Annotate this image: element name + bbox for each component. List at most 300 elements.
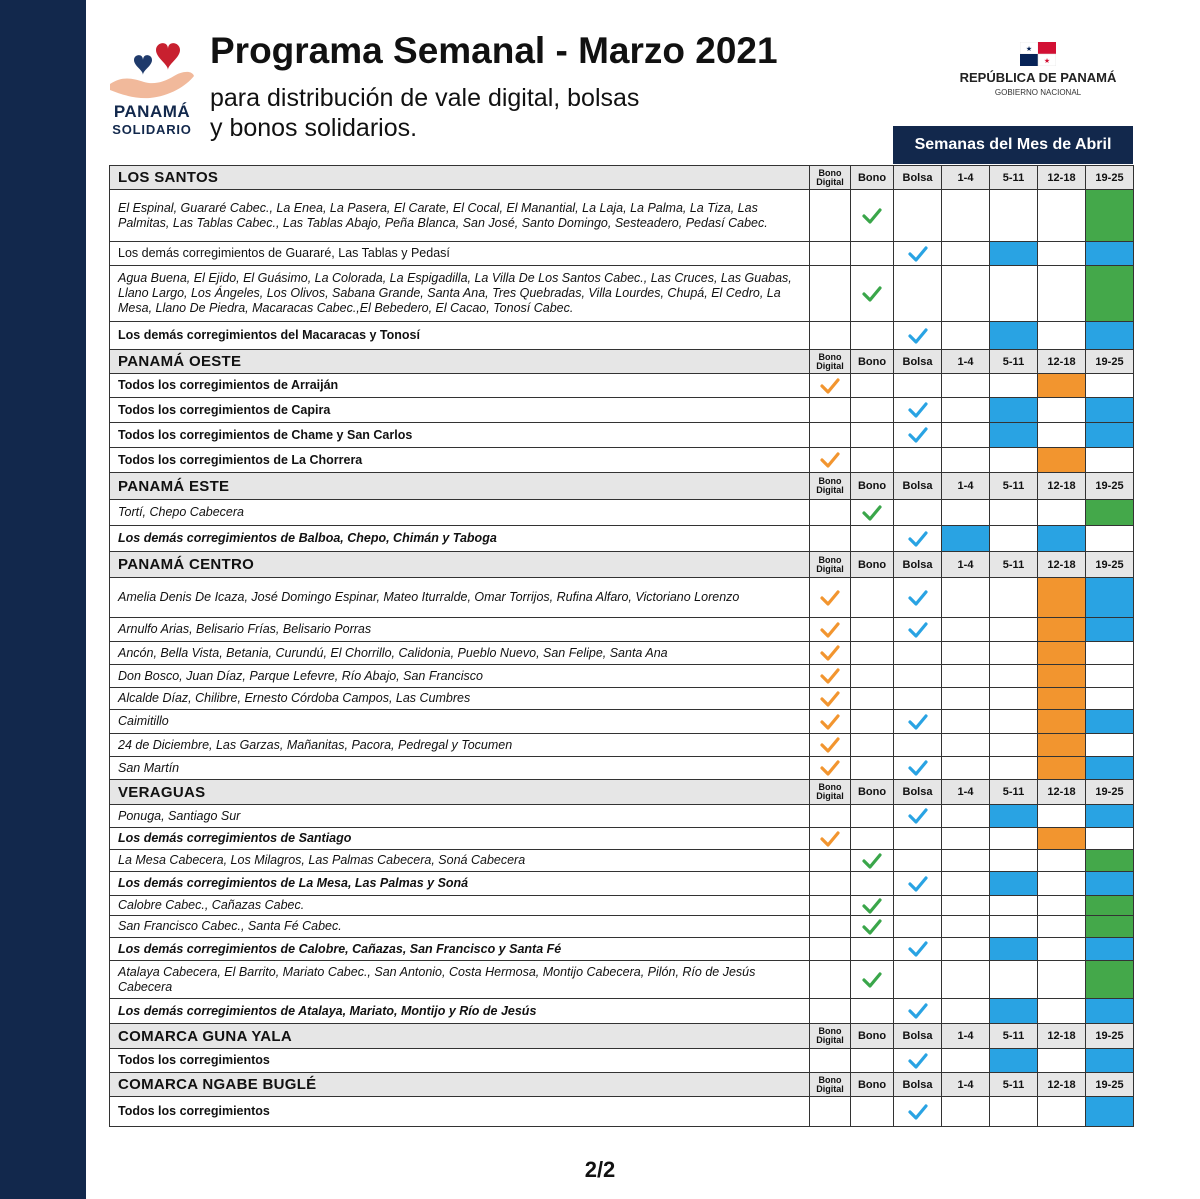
bono-digital-cell: [810, 896, 851, 916]
checkmark-icon: [907, 940, 929, 958]
checkmark-icon: [907, 327, 929, 345]
column-header-week-3: 19-25: [1086, 166, 1134, 190]
table-row: [110, 688, 1134, 710]
checkmark-icon: [907, 1103, 929, 1121]
week-cell-19-25: [1086, 500, 1134, 526]
table-row: [110, 190, 1134, 242]
table-row: [110, 423, 1134, 448]
week-cell-5-11: [990, 734, 1038, 757]
section-title: COMARCA NGABE BUGLÉ: [110, 1073, 810, 1097]
column-header-bolsa: Bolsa: [894, 350, 942, 374]
week-cell-19-25: [1086, 398, 1134, 423]
checkmark-icon: [907, 713, 929, 731]
table-row: [110, 850, 1134, 872]
week-cell-1-4: [942, 999, 990, 1024]
column-header-week-2: 12-18: [1038, 473, 1086, 500]
week-cell-12-18: [1038, 872, 1086, 896]
government-logo: [950, 40, 1126, 102]
panama-solidario-logo: [104, 36, 200, 146]
corregimientos-cell: La Mesa Cabecera, Los Milagros, Las Palmas Cabecera, Soná Cabecera: [110, 850, 810, 872]
svg-text:★: ★: [1043, 57, 1051, 65]
bolsa-cell: [894, 1049, 942, 1073]
week-cell-12-18: [1038, 448, 1086, 473]
left-sidebar-band: [0, 0, 86, 1199]
checkmark-icon: [819, 644, 841, 662]
column-header-bono-digital-line2: Digital: [816, 791, 844, 801]
bono-cell: [851, 938, 894, 961]
bono-cell: [851, 266, 894, 322]
table-row: [110, 526, 1134, 552]
week-cell-5-11: [990, 374, 1038, 398]
column-header-bolsa: Bolsa: [894, 780, 942, 805]
bolsa-cell: [894, 423, 942, 448]
column-header-week-3: 19-25: [1086, 1073, 1134, 1097]
week-cell-1-4: [942, 1049, 990, 1073]
week-cell-5-11: [990, 999, 1038, 1024]
column-header-week-2: 12-18: [1038, 780, 1086, 805]
checkmark-icon: [819, 830, 841, 848]
week-cell-19-25: [1086, 242, 1134, 266]
week-cell-12-18: [1038, 828, 1086, 850]
bolsa-cell: [894, 805, 942, 828]
column-header-week-0: 1-4: [942, 1024, 990, 1049]
bono-digital-cell: [810, 322, 851, 350]
column-header-bono: Bono: [851, 166, 894, 190]
bono-cell: [851, 242, 894, 266]
week-cell-5-11: [990, 398, 1038, 423]
week-cell-5-11: [990, 710, 1038, 734]
bono-cell: [851, 805, 894, 828]
bolsa-cell: [894, 938, 942, 961]
week-cell-5-11: [990, 688, 1038, 710]
week-cell-1-4: [942, 642, 990, 665]
column-header-week-3: 19-25: [1086, 780, 1134, 805]
corregimientos-cell: Los demás corregimientos de Balboa, Chepo, Chimán y Taboga: [110, 526, 810, 552]
bolsa-cell: [894, 500, 942, 526]
column-header-bono-digital: [810, 1073, 851, 1097]
column-header-bono-digital: [810, 473, 851, 500]
column-header-bono-digital-line1: Bono: [818, 351, 842, 362]
week-cell-1-4: [942, 374, 990, 398]
corregimientos-cell: Todos los corregimientos de Capira: [110, 398, 810, 423]
government-name: REPÚBLICA DE PANAMÁ: [959, 70, 1117, 85]
week-cell-19-25: [1086, 578, 1134, 618]
checkmark-icon: [819, 759, 841, 777]
bono-digital-cell: [810, 618, 851, 642]
checkmark-icon: [907, 1052, 929, 1070]
week-cell-12-18: [1038, 938, 1086, 961]
column-header-bono: Bono: [851, 1073, 894, 1097]
table-row: [110, 938, 1134, 961]
week-cell-1-4: [942, 526, 990, 552]
bono-digital-cell: [810, 872, 851, 896]
bono-cell: [851, 190, 894, 242]
week-cell-5-11: [990, 1097, 1038, 1127]
corregimientos-cell: Amelia Denis De Icaza, José Domingo Espinar, Mateo Iturralde, Omar Torrijos, Rufina Alfaro, Victoriano Lorenzo: [110, 578, 810, 618]
column-header-week-2: 12-18: [1038, 350, 1086, 374]
page-subtitle-line2: y bonos solidarios.: [210, 114, 418, 142]
week-cell-19-25: [1086, 322, 1134, 350]
section-title: PANAMÁ ESTE: [110, 473, 810, 500]
bono-cell: [851, 665, 894, 688]
week-cell-12-18: [1038, 1097, 1086, 1127]
bono-digital-cell: [810, 828, 851, 850]
checkmark-icon: [861, 207, 883, 225]
hands-hearts-icon: [104, 36, 200, 102]
bolsa-cell: [894, 688, 942, 710]
week-cell-5-11: [990, 242, 1038, 266]
week-cell-19-25: [1086, 190, 1134, 242]
bolsa-cell: [894, 398, 942, 423]
bono-digital-cell: [810, 961, 851, 999]
corregimientos-cell: Don Bosco, Juan Díaz, Parque Lefevre, Río Abajo, San Francisco: [110, 665, 810, 688]
week-cell-19-25: [1086, 961, 1134, 999]
checkmark-icon: [819, 621, 841, 639]
week-cell-1-4: [942, 916, 990, 938]
table-row: [110, 916, 1134, 938]
column-header-bolsa: Bolsa: [894, 1073, 942, 1097]
checkmark-icon: [907, 401, 929, 419]
bono-digital-cell: [810, 688, 851, 710]
week-cell-12-18: [1038, 423, 1086, 448]
corregimientos-cell: Los demás corregimientos de La Mesa, Las Palmas y Soná: [110, 872, 810, 896]
bono-digital-cell: [810, 266, 851, 322]
bono-cell: [851, 448, 894, 473]
column-header-week-2: 12-18: [1038, 166, 1086, 190]
bono-cell: [851, 500, 894, 526]
bolsa-cell: [894, 896, 942, 916]
week-cell-19-25: [1086, 850, 1134, 872]
column-header-bono-digital-line2: Digital: [816, 563, 844, 574]
week-cell-1-4: [942, 805, 990, 828]
week-cell-19-25: [1086, 805, 1134, 828]
column-header-bono-digital-line1: Bono: [818, 1074, 842, 1085]
week-cell-12-18: [1038, 999, 1086, 1024]
week-cell-5-11: [990, 757, 1038, 780]
week-cell-5-11: [990, 642, 1038, 665]
bono-digital-cell: [810, 850, 851, 872]
week-cell-5-11: [990, 578, 1038, 618]
week-cell-5-11: [990, 448, 1038, 473]
bolsa-cell: [894, 642, 942, 665]
week-cell-1-4: [942, 242, 990, 266]
week-cell-12-18: [1038, 500, 1086, 526]
bono-cell: [851, 896, 894, 916]
table-row: [110, 828, 1134, 850]
government-subtitle: GOBIERNO NACIONAL: [994, 88, 1082, 97]
column-header-bolsa: Bolsa: [894, 552, 942, 578]
bolsa-cell: [894, 665, 942, 688]
weeks-banner: Semanas del Mes de Abril: [893, 126, 1133, 164]
column-header-bono: Bono: [851, 552, 894, 578]
column-header-week-0: 1-4: [942, 473, 990, 500]
corregimientos-cell: Todos los corregimientos de Arraiján: [110, 374, 810, 398]
week-cell-19-25: [1086, 828, 1134, 850]
column-header-bono-digital-line2: Digital: [816, 176, 844, 187]
bolsa-cell: [894, 916, 942, 938]
week-cell-5-11: [990, 850, 1038, 872]
checkmark-icon: [819, 736, 841, 754]
corregimientos-cell: Ponuga, Santiago Sur: [110, 805, 810, 828]
week-cell-19-25: [1086, 526, 1134, 552]
table-row: [110, 805, 1134, 828]
checkmark-icon: [819, 589, 841, 607]
bolsa-cell: [894, 850, 942, 872]
column-header-bono: Bono: [851, 780, 894, 805]
logo-text-panama: PANAMÁ: [113, 102, 191, 121]
corregimientos-cell: Agua Buena, El Ejido, El Guásimo, La Colorada, La Espigadilla, La Villa De Los Santos Cabec., Las Cruces, Las Guabas, Llano Largo, Los Ángeles, Los Olivos, Sabana Grande, Santa Ana, Tres Quebradas, Villa Lourdes, Chupá, El Cedro, La Mesa, Llano De Piedra, Macaracas Cabec.,El Bebedero, El Cacao, Tonosí Cabec.: [110, 266, 810, 322]
table-row: [110, 734, 1134, 757]
bono-cell: [851, 872, 894, 896]
bono-digital-cell: [810, 710, 851, 734]
week-cell-1-4: [942, 448, 990, 473]
column-header-week-3: 19-25: [1086, 350, 1134, 374]
bono-cell: [851, 526, 894, 552]
week-cell-12-18: [1038, 618, 1086, 642]
bolsa-cell: [894, 1097, 942, 1127]
table-row: [110, 999, 1134, 1024]
week-cell-1-4: [942, 665, 990, 688]
corregimientos-cell: Los demás corregimientos de Santiago: [110, 828, 810, 850]
checkmark-icon: [907, 875, 929, 893]
corregimientos-cell: Arnulfo Arias, Belisario Frías, Belisario Porras: [110, 618, 810, 642]
bono-cell: [851, 642, 894, 665]
week-cell-12-18: [1038, 916, 1086, 938]
week-cell-1-4: [942, 828, 990, 850]
column-header-week-1: 5-11: [990, 350, 1038, 374]
corregimientos-cell: Todos los corregimientos: [110, 1097, 810, 1127]
week-cell-5-11: [990, 322, 1038, 350]
table-row: [110, 757, 1134, 780]
week-cell-12-18: [1038, 322, 1086, 350]
week-cell-1-4: [942, 398, 990, 423]
week-cell-12-18: [1038, 710, 1086, 734]
section-title: COMARCA GUNA YALA: [110, 1024, 810, 1049]
bono-cell: [851, 916, 894, 938]
checkmark-icon: [861, 971, 883, 989]
table-row: [110, 242, 1134, 266]
week-cell-12-18: [1038, 374, 1086, 398]
week-cell-12-18: [1038, 805, 1086, 828]
week-cell-19-25: [1086, 665, 1134, 688]
column-header-week-2: 12-18: [1038, 552, 1086, 578]
bono-cell: [851, 1049, 894, 1073]
week-cell-12-18: [1038, 242, 1086, 266]
week-cell-12-18: [1038, 850, 1086, 872]
corregimientos-cell: Todos los corregimientos: [110, 1049, 810, 1073]
week-cell-12-18: [1038, 526, 1086, 552]
bono-cell: [851, 734, 894, 757]
week-cell-12-18: [1038, 734, 1086, 757]
checkmark-icon: [907, 245, 929, 263]
week-cell-5-11: [990, 896, 1038, 916]
section-header-row: [110, 166, 1134, 190]
column-header-bono-digital-line1: Bono: [818, 782, 842, 792]
checkmark-icon: [861, 285, 883, 303]
week-cell-1-4: [942, 190, 990, 242]
week-cell-12-18: [1038, 190, 1086, 242]
bono-cell: [851, 398, 894, 423]
logo-text-solidario: SOLIDARIO: [112, 122, 192, 137]
week-cell-12-18: [1038, 1049, 1086, 1073]
week-cell-19-25: [1086, 710, 1134, 734]
week-cell-12-18: [1038, 266, 1086, 322]
week-cell-5-11: [990, 526, 1038, 552]
table-row: [110, 398, 1134, 423]
table-row: [110, 961, 1134, 999]
week-cell-12-18: [1038, 757, 1086, 780]
bono-digital-cell: [810, 242, 851, 266]
week-cell-12-18: [1038, 642, 1086, 665]
week-cell-5-11: [990, 1049, 1038, 1073]
week-cell-1-4: [942, 688, 990, 710]
week-cell-19-25: [1086, 1097, 1134, 1127]
bolsa-cell: [894, 242, 942, 266]
week-cell-19-25: [1086, 448, 1134, 473]
table-row: [110, 1049, 1134, 1073]
bono-cell: [851, 578, 894, 618]
bolsa-cell: [894, 266, 942, 322]
section-header-row: [110, 350, 1134, 374]
checkmark-icon: [907, 807, 929, 825]
week-cell-5-11: [990, 665, 1038, 688]
column-header-bono-digital-line2: Digital: [816, 1035, 844, 1045]
week-cell-19-25: [1086, 266, 1134, 322]
week-cell-5-11: [990, 938, 1038, 961]
week-cell-12-18: [1038, 398, 1086, 423]
table-row: [110, 710, 1134, 734]
section-title: VERAGUAS: [110, 780, 810, 805]
corregimientos-cell: Atalaya Cabecera, El Barrito, Mariato Cabec., San Antonio, Costa Hermosa, Montijo Cabecera, Pilón, Río de Jesús Cabecera: [110, 961, 810, 999]
bolsa-cell: [894, 526, 942, 552]
column-header-bono: Bono: [851, 1024, 894, 1049]
bolsa-cell: [894, 190, 942, 242]
bono-digital-cell: [810, 190, 851, 242]
column-header-bono-digital: [810, 166, 851, 190]
checkmark-icon: [819, 713, 841, 731]
corregimientos-cell: Los demás corregimientos del Macaracas y Tonosí: [110, 322, 810, 350]
week-cell-12-18: [1038, 688, 1086, 710]
checkmark-icon: [907, 589, 929, 607]
column-header-week-0: 1-4: [942, 780, 990, 805]
bolsa-cell: [894, 374, 942, 398]
week-cell-19-25: [1086, 1049, 1134, 1073]
week-cell-1-4: [942, 896, 990, 916]
column-header-week-1: 5-11: [990, 473, 1038, 500]
checkmark-icon: [861, 504, 883, 522]
column-header-week-0: 1-4: [942, 1073, 990, 1097]
week-cell-1-4: [942, 322, 990, 350]
bono-digital-cell: [810, 916, 851, 938]
section-header-row: [110, 1024, 1134, 1049]
corregimientos-cell: San Martín: [110, 757, 810, 780]
week-cell-19-25: [1086, 938, 1134, 961]
column-header-bono-digital-line2: Digital: [816, 1083, 844, 1094]
column-header-bolsa: Bolsa: [894, 166, 942, 190]
table-row: [110, 448, 1134, 473]
column-header-week-1: 5-11: [990, 552, 1038, 578]
column-header-bono-digital-line2: Digital: [816, 360, 844, 371]
checkmark-icon: [819, 667, 841, 685]
bono-digital-cell: [810, 398, 851, 423]
week-cell-12-18: [1038, 896, 1086, 916]
table-row: [110, 322, 1134, 350]
corregimientos-cell: Los demás corregimientos de Guararé, Las Tablas y Pedasí: [110, 242, 810, 266]
column-header-week-1: 5-11: [990, 166, 1038, 190]
checkmark-icon: [819, 451, 841, 469]
bono-digital-cell: [810, 578, 851, 618]
table-row: [110, 618, 1134, 642]
week-cell-1-4: [942, 578, 990, 618]
corregimientos-cell: Alcalde Díaz, Chilibre, Ernesto Córdoba Campos, Las Cumbres: [110, 688, 810, 710]
bono-digital-cell: [810, 423, 851, 448]
week-cell-1-4: [942, 710, 990, 734]
column-header-week-3: 19-25: [1086, 1024, 1134, 1049]
panama-flag-icon: [1020, 42, 1056, 66]
bono-digital-cell: [810, 448, 851, 473]
week-cell-5-11: [990, 805, 1038, 828]
bono-cell: [851, 828, 894, 850]
section-title: PANAMÁ CENTRO: [110, 552, 810, 578]
column-header-bono-digital-line1: Bono: [818, 554, 842, 565]
checkmark-icon: [819, 377, 841, 395]
column-header-bono-digital: [810, 780, 851, 805]
table-row: [110, 896, 1134, 916]
week-cell-12-18: [1038, 578, 1086, 618]
checkmark-icon: [907, 1002, 929, 1020]
week-cell-1-4: [942, 266, 990, 322]
corregimientos-cell: Los demás corregimientos de Atalaya, Mariato, Montijo y Río de Jesús: [110, 999, 810, 1024]
column-header-week-2: 12-18: [1038, 1073, 1086, 1097]
bono-cell: [851, 757, 894, 780]
checkmark-icon: [907, 621, 929, 639]
column-header-bono-digital-line1: Bono: [818, 476, 842, 486]
week-cell-5-11: [990, 266, 1038, 322]
week-cell-5-11: [990, 916, 1038, 938]
bolsa-cell: [894, 710, 942, 734]
week-cell-19-25: [1086, 757, 1134, 780]
week-cell-12-18: [1038, 665, 1086, 688]
column-header-bono-digital: [810, 350, 851, 374]
column-header-week-1: 5-11: [990, 1073, 1038, 1097]
bolsa-cell: [894, 578, 942, 618]
section-header-row: [110, 1073, 1134, 1097]
page-title: Programa Semanal - Marzo 2021: [210, 30, 778, 71]
corregimientos-cell: Los demás corregimientos de Calobre, Cañazas, San Francisco y Santa Fé: [110, 938, 810, 961]
week-cell-1-4: [942, 1097, 990, 1127]
corregimientos-cell: Ancón, Bella Vista, Betania, Curundú, El Chorrillo, Calidonia, Pueblo Nuevo, San Felipe, Santa Ana: [110, 642, 810, 665]
bolsa-cell: [894, 999, 942, 1024]
corregimientos-cell: San Francisco Cabec., Santa Fé Cabec.: [110, 916, 810, 938]
column-header-week-2: 12-18: [1038, 1024, 1086, 1049]
week-cell-1-4: [942, 850, 990, 872]
corregimientos-cell: El Espinal, Guararé Cabec., La Enea, La Pasera, El Carate, El Cocal, El Manantial, La Laja, La Palma, La Tiza, Las Palmitas, Las Tablas Cabec., Las Tablas Abajo, Peña Blanca, San José, Santo Domingo, Sesteadero, Pedasí Cabec.: [110, 190, 810, 242]
bono-digital-cell: [810, 734, 851, 757]
week-cell-19-25: [1086, 896, 1134, 916]
week-cell-19-25: [1086, 872, 1134, 896]
table-row: [110, 1097, 1134, 1127]
week-cell-1-4: [942, 757, 990, 780]
column-header-bono-digital-line1: Bono: [818, 1026, 842, 1036]
checkmark-icon: [907, 759, 929, 777]
week-cell-1-4: [942, 961, 990, 999]
column-header-bolsa: Bolsa: [894, 1024, 942, 1049]
page-subtitle-line1: para distribución de vale digital, bolsas: [210, 84, 640, 112]
week-cell-19-25: [1086, 642, 1134, 665]
corregimientos-cell: Tortí, Chepo Cabecera: [110, 500, 810, 526]
column-header-bolsa: Bolsa: [894, 473, 942, 500]
bolsa-cell: [894, 872, 942, 896]
